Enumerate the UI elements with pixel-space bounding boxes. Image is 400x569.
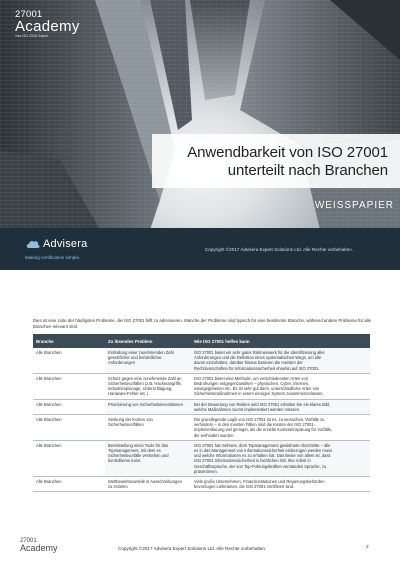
cell-problem: Wettbewerbsvorteile in Ausschreibungen zu erzielen	[105, 477, 191, 492]
cell-solution: Bei der Bewertung von Risiken wird ISO 27001 erhalten Sie ein klares Bild, welche Maßnahmen zuerst implementiert werden müssen.	[191, 399, 370, 414]
cell-solution: ISO 27001 hat mehrere, dem Topmanagement gewidmete Abschnitte – alle es in das Management von Informationssicherheit einbezogen werden muss und welche Informationen es zu erhalten hat. Das Beste von allem ist, dass ISO 27001 Informationssicherheit in fachlichen Stil, Ihre Arbeit in Geschäftssprache, der von Top-Führungskräften verstanden Sprache, zu präsentieren.	[191, 440, 370, 476]
document-title-line-1: Anwendbarkeit von ISO 27001	[187, 144, 388, 161]
page-number: 2	[366, 545, 369, 550]
table-row	[33, 477, 370, 492]
header-solution: Wie ISO 27001 helfen kann	[191, 334, 370, 348]
table-row	[33, 348, 370, 373]
footer-logo-word: Academy	[20, 543, 58, 553]
cell-industry: Alle Branchen	[33, 477, 105, 492]
cell-industry: Alle Branchen	[33, 440, 105, 476]
industry-problems-table	[33, 334, 370, 492]
page-copyright: Copyright ©2017 Advisera Expert Solutions Ltd. Alle Rechte vorbehalten.	[118, 546, 267, 551]
cell-problem: Bereitstellung eines Tools für das Topmanagement, mit dem es Sicherheitsvorfälle verstehen und kontrollieren kann.	[105, 440, 191, 476]
cover-footer-band	[0, 228, 400, 270]
intro-paragraph: Dies ist eine Liste der häufigsten Probleme, die ISO 27001 hilft zu adressieren. Manche der Probleme sind typisch für eine bestimmte Branche, während andere Probleme für alle Branchen relevant sind.	[33, 318, 371, 329]
cloud-icon	[25, 238, 41, 250]
cell-solution: ISO 27001 bietet eine Methode, um verschiedensten Arten von Bedrohungen entgegenzuwirken – physischen, Cyber, internen, naturgegebenen etc. Es ist sehr gut darin, unterschiedliche Arten von Sicherheitsmaßnahmen in einem einzigen System zusammenzufassen.	[191, 373, 370, 399]
cell-solution: Die grundlegende Logik von ISO 27001 ist es, zu versuchen, Vorfälle zu verhindern – in den meisten Fällen sind die Kosten der ISO 27001- Implementierung viel geringer, als die erzielte Kosteneinsparung für Vorfälle, die verhindert wurden.	[191, 415, 370, 441]
cell-industry: Alle Branchen	[33, 348, 105, 373]
logo-number: 27001	[15, 9, 43, 20]
table-row	[33, 440, 370, 476]
logo-tagline: Your ISO 27001 Expert	[15, 34, 48, 38]
table-row	[33, 399, 370, 414]
header-problem: Zu lösendes Problem	[105, 334, 191, 348]
document-type-label: WEISSPAPIER	[314, 200, 394, 211]
footer-logo-number: 27001	[20, 538, 37, 544]
table-row	[33, 415, 370, 441]
cell-industry: Alle Branchen	[33, 399, 105, 414]
page-footer	[0, 536, 400, 566]
cell-problem: Schutz gegen eine zunehmende Zahl an Sicherheitsvorfällen (z.B. Hackerangriffe, Industriespionage, Unterschlagung, Hardware-Fehler etc.)	[105, 373, 191, 399]
footer-academy-logo	[20, 538, 58, 553]
brand-tagline: Making certification simple.	[25, 255, 81, 260]
cell-industry: Alle Branchen	[33, 415, 105, 441]
academy-logo	[15, 10, 80, 39]
cell-solution: ISO 27001 bietet ein sehr gutes Rahmenwerk für die Identifizierung aller Anforderungen und die Definition eines systematischen Wegs, um alle davon einzuhalten; darüber hinaus basieren die meisten der Rechtsvorschriften für Informationssicherheit ohnehin auf ISO 27001.	[191, 348, 370, 373]
logo-word: Academy	[15, 18, 80, 35]
brand-name: Advisera	[43, 238, 88, 250]
cell-solution: Viele große Unternehmen, Finanzinstitutionen und Regierungsbehörden bevorzugen Lieferanten, die ISO 27001-zertifiziert sind.	[191, 477, 370, 492]
cover-page	[0, 0, 400, 270]
cell-industry: Alle Branchen	[33, 373, 105, 399]
table-header-row	[33, 334, 370, 348]
cell-problem: Priorisierung von Sicherheitsinvestitionen	[105, 399, 191, 414]
cell-problem: Einhaltung einer zunehmenden Zahl gesetzlicher und behördlicher Anforderungen	[105, 348, 191, 373]
table-row	[33, 373, 370, 399]
cover-copyright: Copyright ©2017 Advisera Expert Solutions Ltd. Alle Rechte vorbehalten.	[204, 247, 353, 252]
document-title-line-2: unterteilt nach Branchen	[227, 162, 388, 179]
cell-problem: Senkung der Kosten von Sicherheitsvorfällen	[105, 415, 191, 441]
header-branche: Branche	[33, 334, 105, 348]
title-band	[152, 134, 400, 188]
